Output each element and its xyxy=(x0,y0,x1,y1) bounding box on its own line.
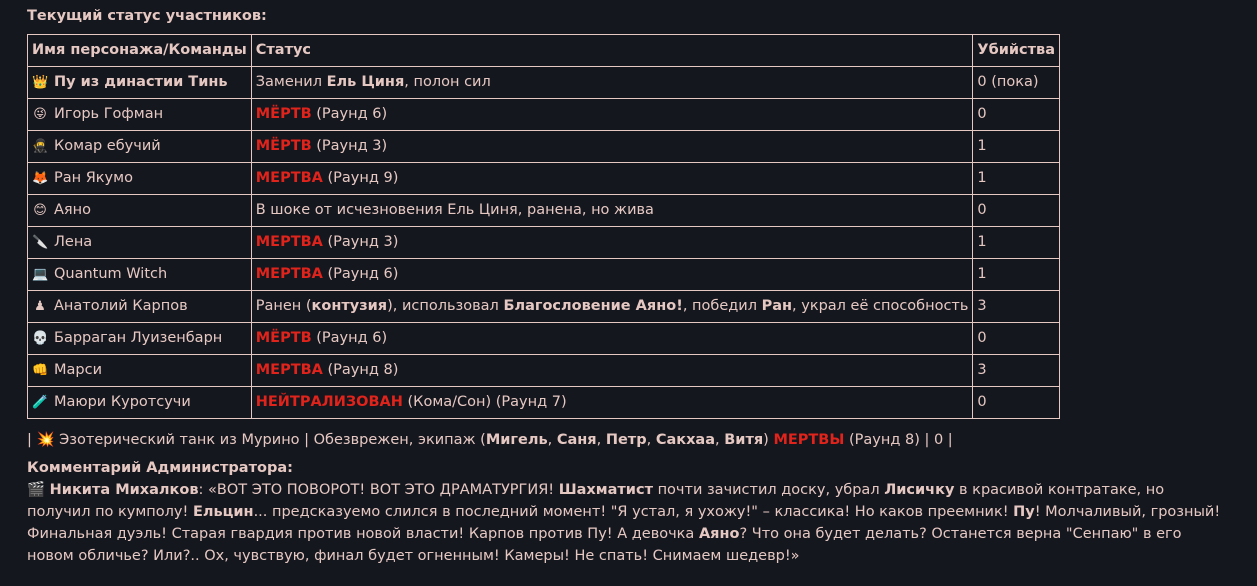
status-dead-label: МЁРТВ xyxy=(255,330,312,346)
participant-name: Лена xyxy=(54,233,93,250)
skull-icon: 💀 xyxy=(32,330,49,346)
table-row xyxy=(28,194,1060,226)
participant-name: Комар ебучий xyxy=(54,137,161,154)
table-row xyxy=(28,322,1060,354)
table-row xyxy=(28,66,1060,98)
participant-status-cell xyxy=(251,66,973,98)
chess-pawn-icon: ♟ xyxy=(34,298,46,314)
participant-status-cell xyxy=(251,98,973,130)
tank-text: (Раунд 8) | 0 | xyxy=(844,431,953,448)
status-dead-label: МЕРТВА xyxy=(255,362,323,378)
table-row xyxy=(28,386,1060,418)
participant-status-cell xyxy=(251,386,973,418)
participant-name: Quantum Witch xyxy=(54,265,168,282)
status-text: ), использовал xyxy=(387,298,504,314)
explosion-icon: 💥 xyxy=(36,431,55,448)
tank-bold-text: Мигель xyxy=(485,431,548,448)
status-text: В шоке от исчезновения Ель Циня, ранена, но жива xyxy=(255,202,654,218)
status-text: (Раунд 6) xyxy=(322,266,399,282)
knife-icon: 🔪 xyxy=(32,234,49,250)
participant-status-cell xyxy=(251,258,973,290)
status-dead-label: МЕРТВА xyxy=(255,234,323,250)
status-dead-label: МЕРТВА xyxy=(255,266,323,282)
tank-text: | xyxy=(27,431,37,448)
status-text: Ранен ( xyxy=(255,298,312,314)
admin-bold-text: Пу xyxy=(1013,503,1035,520)
laptop-icon: 💻 xyxy=(32,266,49,282)
table-row xyxy=(28,354,1060,386)
participant-status-cell xyxy=(251,162,973,194)
status-text: (Раунд 9) xyxy=(322,170,399,186)
tank-text: , xyxy=(596,431,606,448)
participant-kills-cell: 1 xyxy=(973,226,1060,258)
tank-text: , xyxy=(646,431,656,448)
header-kills: Убийства xyxy=(973,35,1060,67)
table-row xyxy=(28,258,1060,290)
participant-kills-cell: 0 xyxy=(973,194,1060,226)
participant-kills-cell: 0 (пока) xyxy=(973,66,1060,98)
section-title: Текущий статус участников: xyxy=(27,8,267,24)
table-row xyxy=(28,98,1060,130)
admin-bold-text: Никита Михалков xyxy=(49,481,199,498)
tank-dead-label: МЕРТВЫ xyxy=(773,431,845,448)
status-text: , победил xyxy=(682,298,762,314)
tank-bold-text: Сакхаа xyxy=(655,431,716,448)
status-dead-label: НЕЙТРАЛИЗОВАН xyxy=(255,394,403,410)
participant-kills-cell: 0 xyxy=(973,386,1060,418)
status-text: (Раунд 6) xyxy=(311,106,388,122)
participant-kills-cell: 1 xyxy=(973,130,1060,162)
admin-text: : «ВОТ ЭТО ПОВОРОТ! ВОТ ЭТО ДРАМАТУРГИЯ! xyxy=(198,481,559,498)
participant-kills-cell: 3 xyxy=(973,354,1060,386)
participants-table xyxy=(27,34,1060,419)
table-row xyxy=(28,290,1060,322)
participant-name-cell xyxy=(28,162,252,194)
status-text: (Раунд 3) xyxy=(311,138,388,154)
participant-status-cell xyxy=(251,354,973,386)
participant-name: Маюри Куротсучи xyxy=(54,393,191,410)
admin-text: в красивой контратаке, но получил по кумполу! xyxy=(27,481,1165,520)
tank-text: Эзотерический танк из Мурино | Обезврежен, экипаж ( xyxy=(54,431,486,448)
participant-name-cell xyxy=(28,130,252,162)
tank-text: ) xyxy=(763,431,774,448)
participant-name: Барраган Луизенбарн xyxy=(54,329,223,346)
participant-status-cell xyxy=(251,290,973,322)
status-text: (Раунд 3) xyxy=(322,234,399,250)
status-text: Заменил xyxy=(255,74,327,90)
tank-bold-text: Саня xyxy=(556,431,597,448)
participant-kills-cell: 0 xyxy=(973,98,1060,130)
participant-kills-cell: 1 xyxy=(973,162,1060,194)
status-dead-label: МЁРТВ xyxy=(255,106,312,122)
participant-name-cell xyxy=(28,258,252,290)
table-row xyxy=(28,130,1060,162)
participant-name: Аяно xyxy=(54,201,91,218)
participant-status-cell xyxy=(251,226,973,258)
table-row xyxy=(28,162,1060,194)
admin-text: ? Что она будет делать? Останется верна "Сенпаю" в его новом обличье? Или?.. Ох, чувствую, финал будет огненным! Камеры! Не спать! Снимаем шедевр!» xyxy=(27,525,1182,564)
test-tube-icon: 🧪 xyxy=(32,394,49,410)
admin-comment-text xyxy=(27,479,1232,567)
crown-icon: 👑 xyxy=(32,74,49,90)
status-text: , украл её способность xyxy=(792,298,969,314)
admin-text: ! Молчаливый, грозный! Финальная дуэль! Старая гвардия против новой власти! Карпов против Пу! А девочка xyxy=(27,503,1221,542)
participant-name-cell xyxy=(28,194,252,226)
admin-text: ... предсказуемо слился в последний момент! "Я устал, я ухожу!" – классика! Но каков преемник! xyxy=(253,503,1014,520)
status-bold-text: Ран xyxy=(761,298,793,314)
status-dead-label: МЁРТВ xyxy=(255,138,312,154)
header-status: Статус xyxy=(251,35,973,67)
clapper-board-icon: 🎬 xyxy=(27,481,50,498)
smiling-face-icon: 😊 xyxy=(33,202,47,218)
tank-bold-text: Петр xyxy=(605,431,647,448)
participant-kills-cell: 0 xyxy=(973,322,1060,354)
participant-name: Ран Якумо xyxy=(54,169,133,186)
participant-kills-cell: 1 xyxy=(973,258,1060,290)
participant-status-cell xyxy=(251,194,973,226)
participant-name: Пу из династии Тинь xyxy=(54,73,228,90)
table-row xyxy=(28,226,1060,258)
status-text: (Кома/Сон) (Раунд 7) xyxy=(402,394,567,410)
participant-kills-cell: 3 xyxy=(973,290,1060,322)
status-dead-label: МЕРТВА xyxy=(255,170,323,186)
tank-status-line xyxy=(27,429,1257,451)
status-bold-text: Ель Циня xyxy=(326,74,405,90)
status-text: (Раунд 8) xyxy=(322,362,399,378)
admin-bold-text: Аяно xyxy=(698,525,740,542)
crazy-face-icon: 😜 xyxy=(33,106,47,122)
ninja-icon: 🥷 xyxy=(32,138,49,154)
tank-text: , xyxy=(547,431,557,448)
status-text: , полон сил xyxy=(404,74,491,90)
status-bold-text: Благословение Аяно! xyxy=(503,298,683,314)
tank-bold-text: Витя xyxy=(724,431,764,448)
participant-name-cell xyxy=(28,98,252,130)
participant-name: Марси xyxy=(54,361,102,378)
table-body xyxy=(28,66,1060,418)
participant-name-cell xyxy=(28,66,252,98)
admin-bold-text: Шахматист xyxy=(558,481,653,498)
participant-name: Игорь Гофман xyxy=(54,105,164,122)
status-text: (Раунд 6) xyxy=(311,330,388,346)
admin-comment-title: Комментарий Администратора: xyxy=(27,459,293,476)
tank-text: , xyxy=(715,431,725,448)
fox-icon: 🦊 xyxy=(32,170,49,186)
participant-name-cell xyxy=(28,322,252,354)
admin-bold-text: Лисичку xyxy=(884,481,955,498)
participant-status-cell xyxy=(251,322,973,354)
participant-name-cell xyxy=(28,386,252,418)
participant-name: Анатолий Карпов xyxy=(54,297,188,314)
participant-status-cell xyxy=(251,130,973,162)
participant-name-cell xyxy=(28,226,252,258)
participant-name-cell xyxy=(28,354,252,386)
participant-name-cell xyxy=(28,290,252,322)
header-name: Имя персонажа/Команды xyxy=(28,35,252,67)
status-bold-text: контузия xyxy=(311,298,388,314)
admin-bold-text: Ельцин xyxy=(192,503,254,520)
table-header-row xyxy=(28,35,1060,67)
admin-text: почти зачистил доску, убрал xyxy=(652,481,885,498)
fist-icon: 👊 xyxy=(32,362,49,378)
